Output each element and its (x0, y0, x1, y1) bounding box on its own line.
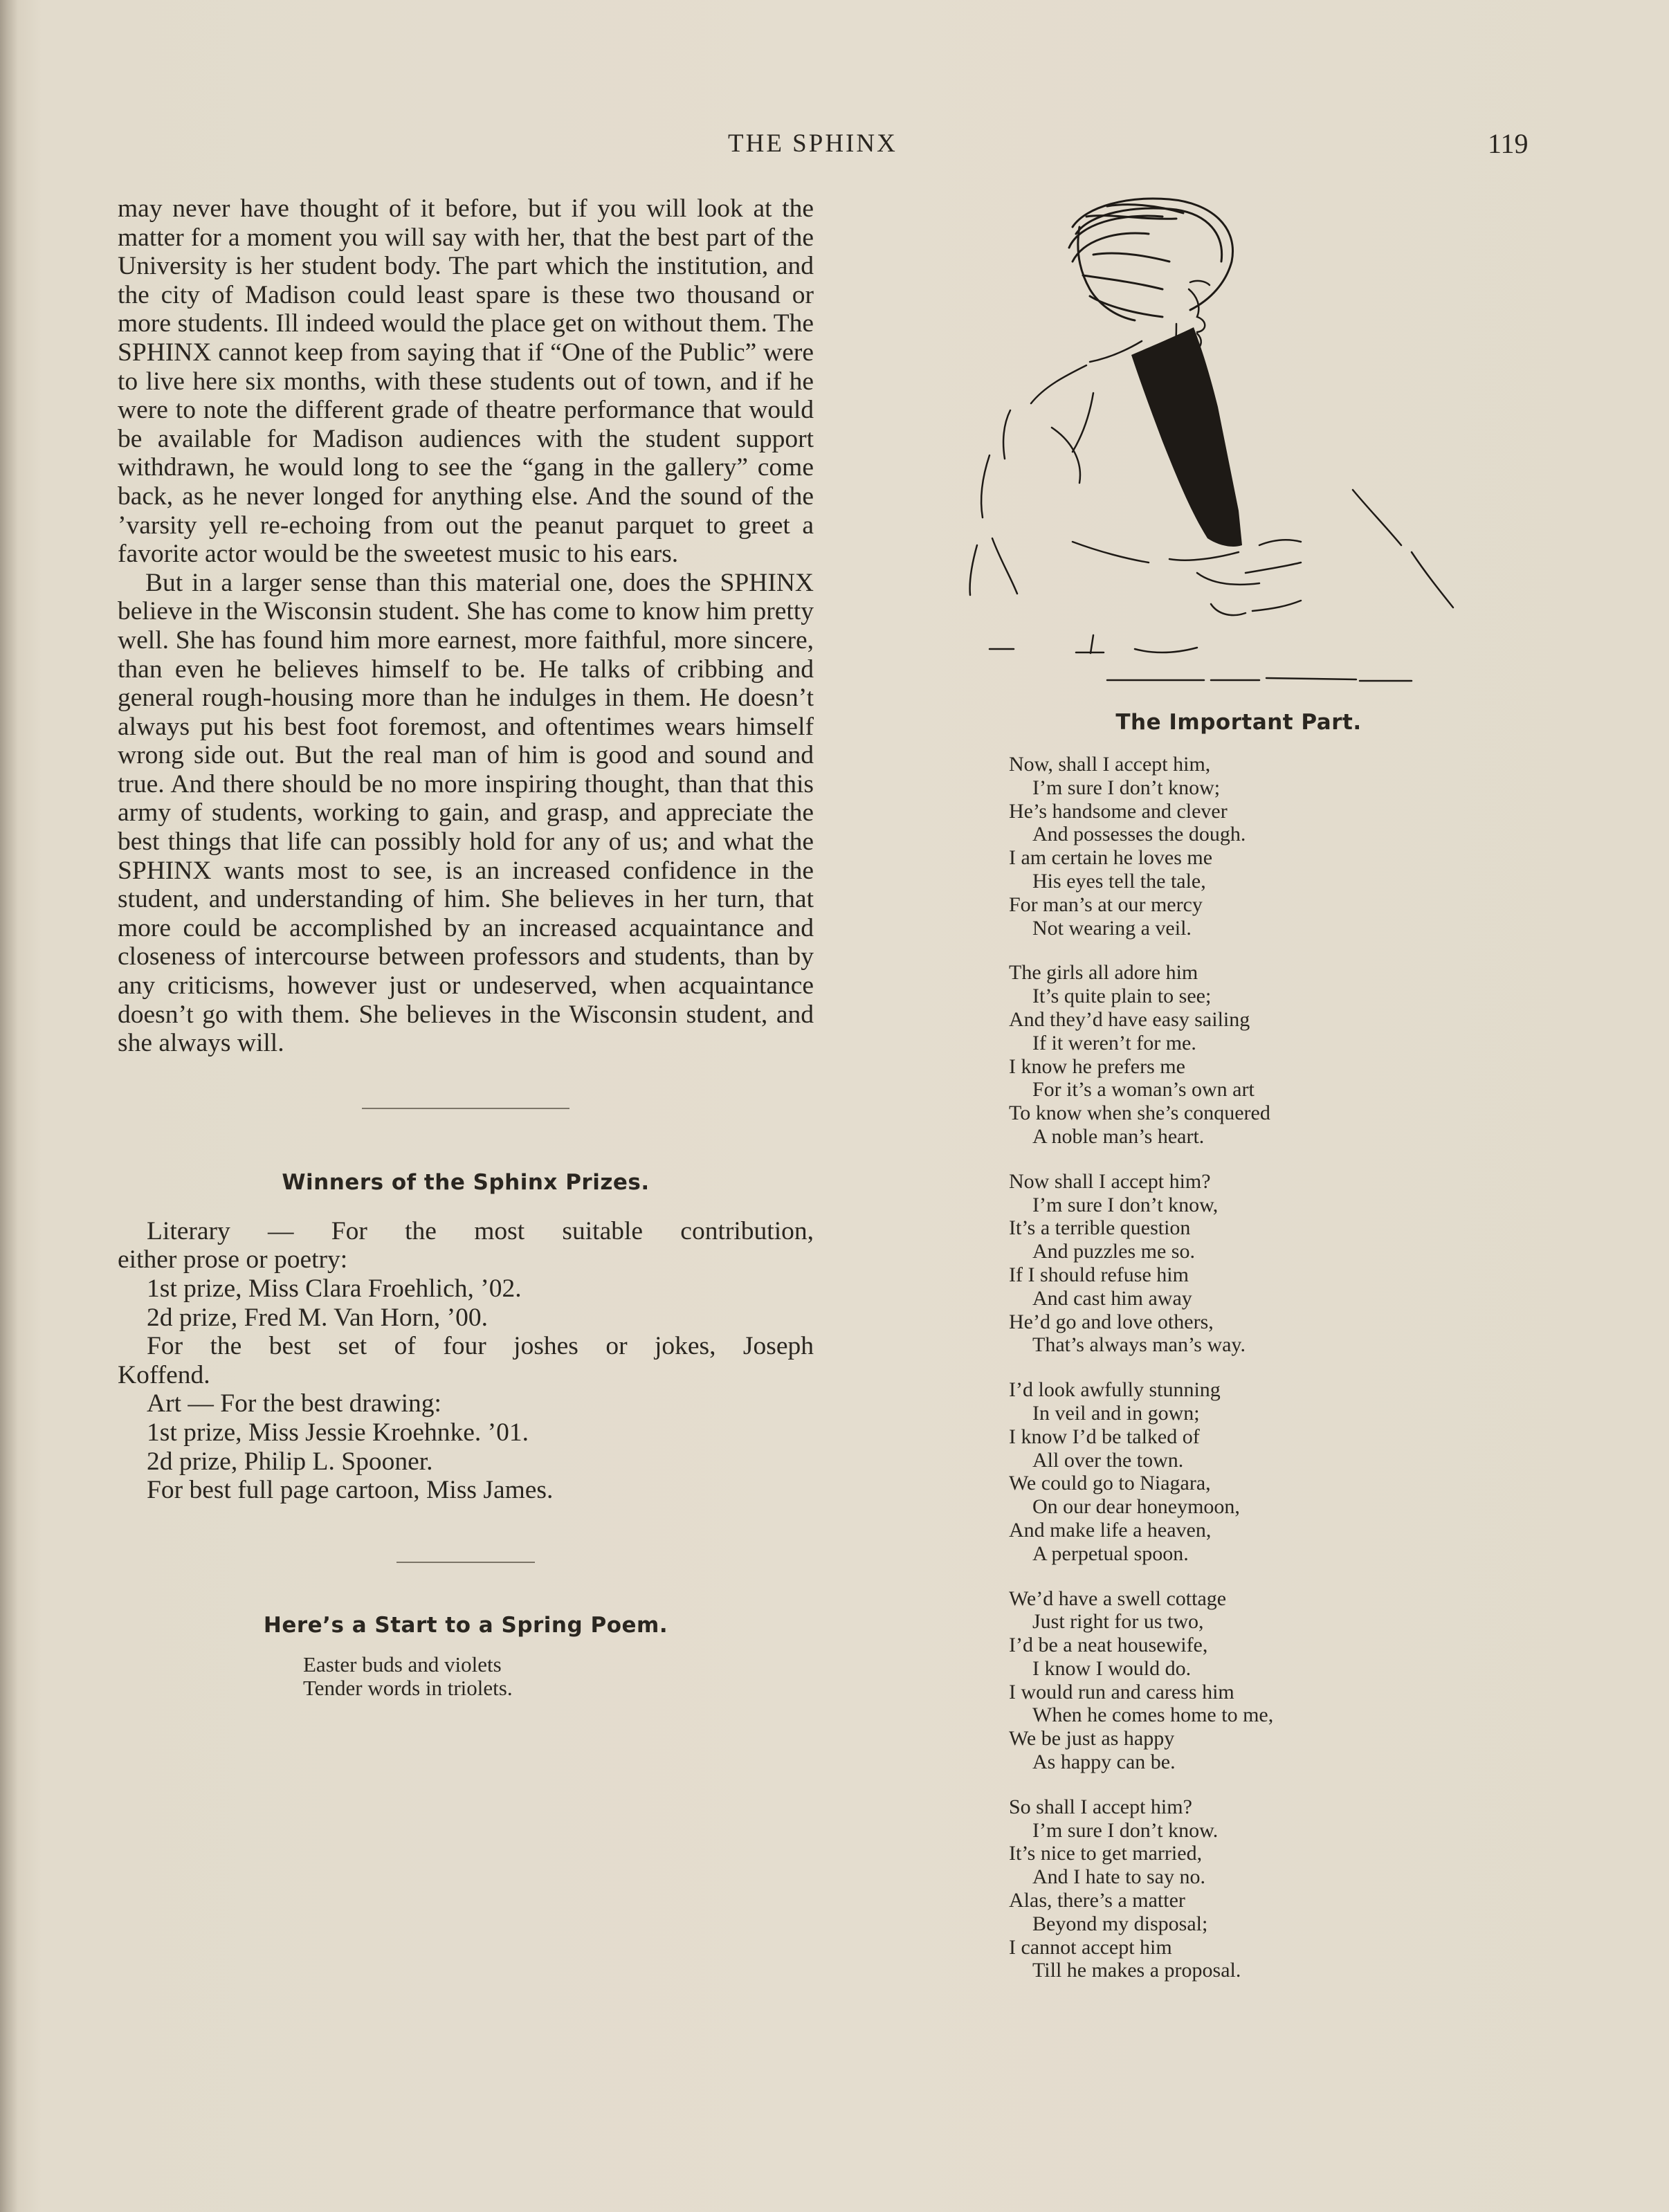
poem-line: So shall I accept him? (1009, 1795, 1192, 1818)
poem-line: It’s nice to get married, (1009, 1842, 1203, 1865)
spring-poem-heading: Here’s a Start to a Spring Poem. (263, 1612, 668, 1638)
prize-line: either prose or poetry: (118, 1245, 348, 1274)
spring-poem-line: Tender words in triolets. (303, 1675, 513, 1700)
prize-line: 2d prize, Philip L. Spooner. (147, 1447, 433, 1476)
prize-line: 2d prize, Fred M. Van Horn, ’00. (147, 1303, 488, 1332)
poem-line: We’d have a swell cottage (1009, 1587, 1227, 1610)
poem-line: Beyond my disposal; (1032, 1912, 1208, 1935)
poem-line: Now shall I accept him? (1009, 1169, 1211, 1193)
poem-line: Just right for us two, (1032, 1610, 1204, 1634)
poem-line: That’s always man’s way. (1032, 1333, 1246, 1357)
poem-line: I cannot accept him (1009, 1935, 1172, 1959)
poem-stanza (1009, 1795, 1508, 1982)
prize-line: For best full page cartoon, Miss James. (147, 1476, 554, 1505)
poem-line: And make life a heaven, (1009, 1518, 1212, 1542)
poem-line: I’d be a neat housewife, (1009, 1634, 1208, 1657)
poem-line: If it weren’t for me. (1032, 1031, 1196, 1054)
poem-line: And possesses the dough. (1032, 823, 1246, 846)
poem-line: Till he makes a proposal. (1032, 1959, 1241, 1982)
poem-line: I know I would do. (1032, 1656, 1192, 1680)
poem-line: As happy can be. (1032, 1751, 1176, 1774)
poem-line: His eyes tell the tale, (1032, 869, 1206, 893)
poem-line: We be just as happy (1009, 1727, 1175, 1751)
poem-line: The girls all adore him (1009, 961, 1198, 985)
poem-line: I’m sure I don’t know, (1032, 1193, 1219, 1216)
prize-line: 1st prize, Miss Jessie Kroehnke. ’01. (147, 1418, 529, 1447)
running-title: THE SPHINX (728, 129, 897, 158)
poem-line: And I hate to say no. (1032, 1865, 1205, 1889)
poem-line: I’d look awfully stunning (1009, 1378, 1221, 1402)
poem-line: Not wearing a veil. (1032, 916, 1192, 940)
poem-line: To know when she’s conquered (1009, 1102, 1270, 1125)
poem-line: I am certain he loves me (1009, 846, 1213, 870)
page-header (0, 129, 1669, 163)
poem-line: And puzzles me so. (1032, 1240, 1195, 1263)
poem-line: And they’d have easy sailing (1009, 1007, 1250, 1031)
poem-line: He’s handsome and clever (1009, 799, 1228, 823)
poem-line: For it’s a woman’s own art (1032, 1078, 1255, 1102)
poem-stanza (1009, 1378, 1508, 1565)
poem-stanza (1009, 1170, 1508, 1357)
poem-stanza (1009, 961, 1508, 1148)
poem-line: And cast him away (1032, 1286, 1192, 1310)
essay-paragraph: may never have thought of it before, but if you will look at the matter for a moment you will say with her, that the best part of the University is her student body. The part which the institution, and the city of Madison could least spare is these two thousand or more students. Ill indeed would the place get on without them. The SPHINX cannot keep from saying that if “One of the Public” were to live here six months, with these students out of town, and if he were to note the different grade of theatre performance that would be available for Madison audiences with the student support withdrawn, he would long to see the “gang in the gallery” come back, as he never longed for anything else. And the sound of the ’varsity yell re-echoing from out the peanut parquet to greet a favorite actor would be the sweetest music to his ears. (118, 194, 814, 569)
essay (118, 194, 814, 1058)
prize-line: 1st prize, Miss Clara Froehlich, ’02. (147, 1274, 522, 1303)
section-divider (396, 1562, 535, 1563)
poem-line: I’m sure I don’t know; (1032, 776, 1221, 799)
poem-line: It’s quite plain to see; (1032, 985, 1212, 1008)
poem (969, 753, 1508, 1982)
section-divider (362, 1108, 569, 1109)
poem-stanza (1009, 753, 1508, 940)
prize-line: For the best set of four joshes or jokes, Joseph (147, 1332, 814, 1361)
poem-line: I know I’d be talked of (1009, 1425, 1200, 1448)
prize-line: Art — For the best drawing: (147, 1389, 441, 1418)
poem-line: Now, shall I accept him, (1009, 753, 1211, 776)
portrait-illustration (969, 185, 1508, 697)
poem-line: He’d go and love others, (1009, 1310, 1214, 1333)
poem-line: It’s a terrible question (1009, 1216, 1191, 1240)
poem-line: In veil and in gown; (1032, 1401, 1200, 1425)
woman-portrait-sketch (969, 185, 1508, 697)
poem-line: A perpetual spoon. (1032, 1542, 1189, 1565)
spring-poem (118, 1653, 814, 1700)
poem-line: I know he prefers me (1009, 1054, 1185, 1078)
prizes-list (118, 1217, 814, 1505)
poem-line: If I should refuse him (1009, 1263, 1189, 1286)
poem-line: I’m sure I don’t know. (1032, 1818, 1219, 1842)
poem-line: All over the town. (1032, 1448, 1184, 1472)
poem-line: Alas, there’s a matter (1009, 1889, 1185, 1912)
poem-line: For man’s at our mercy (1009, 893, 1203, 916)
poem-line: We could go to Niagara, (1009, 1472, 1211, 1495)
spring-poem-line: Easter buds and violets (303, 1652, 502, 1676)
poem-stanza (1009, 1587, 1508, 1774)
left-column (118, 194, 814, 1700)
prize-line: Koffend. (118, 1360, 210, 1389)
poem-heading: The Important Part. (1115, 710, 1362, 735)
prize-line: Literary — For the most suitable contribution, (147, 1216, 814, 1245)
prizes-heading: Winners of the Sphinx Prizes. (282, 1169, 650, 1195)
poem-line: On our dear honeymoon, (1032, 1495, 1240, 1519)
poem-line: I would run and caress him (1009, 1680, 1234, 1703)
page-number: 119 (1488, 128, 1529, 159)
poem-line: A noble man’s heart. (1032, 1124, 1205, 1148)
poem-line: When he comes home to me, (1032, 1703, 1274, 1727)
essay-paragraph: But in a larger sense than this material one, does the SPHINX believe in the Wisconsin student. She has come to know him pretty well. She has found him more earnest, more faithful, more sincere, than even he believes himself to be. He talks of cribbing and general rough-housing more than he indulges in them. He doesn’t always put his best foot foremost, and oftentimes wears himself wrong side out. But the real man of him is good and sound and true. And there should be no more inspiring thought, than that this army of students, working to gain, and grasp, and appreciate the best things that life can possibly hold for any of us; and what the SPHINX wants most to see, is an increased confidence in the student, and understanding of him. She believes in her turn, that more could be accomplished by an increased acquaintance and closeness of intercourse between professors and students, than by any criticisms, however just or undeserved, when acquaintance doesn’t go with them. She believes in the Wisconsin student, and she always will. (118, 568, 814, 1058)
right-column (969, 185, 1508, 2004)
